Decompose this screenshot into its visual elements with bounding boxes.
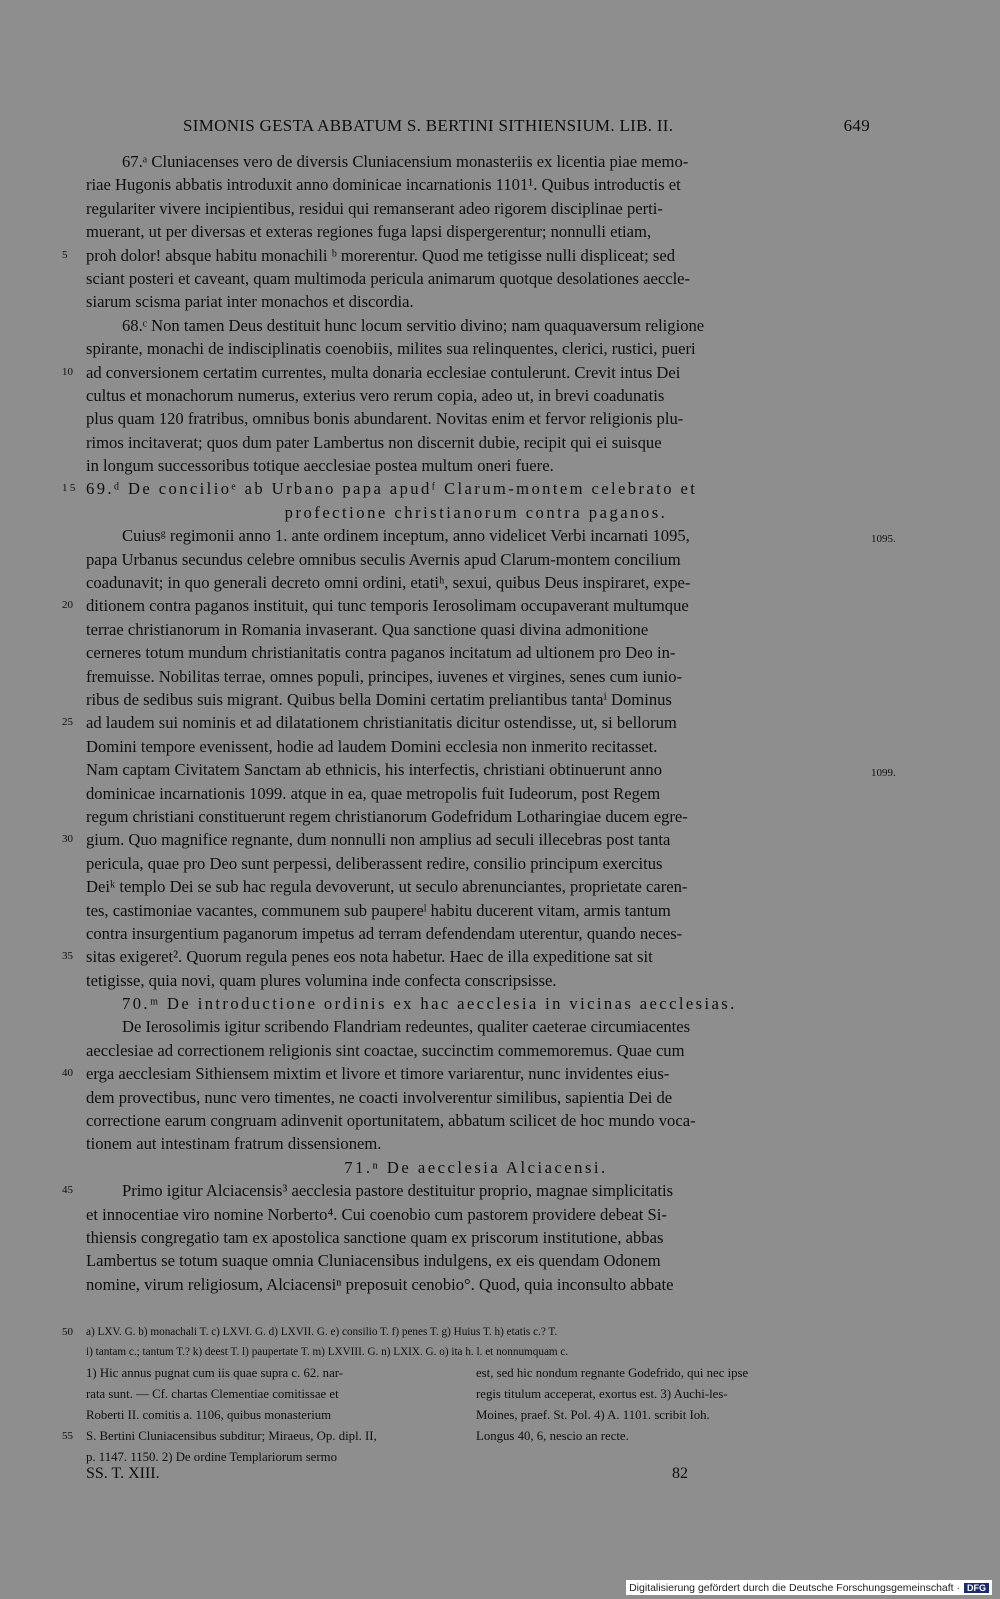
text-line-text: et innocentiae viro nomine Norberto⁴. Cui coenobio cum pastorem providere debeat Si- xyxy=(86,1204,667,1224)
text-line-text: rimos incitaverat; quos dum pater Lambertus non discernit dubie, recipit qui ei suisque xyxy=(86,432,662,452)
footnote-line xyxy=(476,1363,850,1384)
footnote-line-text: est, sed hic nondum regnante Godefrido, qui nec ipse xyxy=(476,1366,749,1380)
footnote-line-text: S. Bertini Cluniacensibus subditur; Miraeus, Op. dipl. II, xyxy=(86,1429,377,1443)
text-line xyxy=(62,477,866,500)
text-line-text: sciant posteri et caveant, quam multimoda pericula animarum quotque desolationes aeccle- xyxy=(86,268,691,288)
text-line-text: proh dolor! absque habitu monachili ᵇ morerentur. Quod me tetigisse nulli displiceat; sed xyxy=(86,245,676,265)
text-line xyxy=(62,1062,866,1085)
text-line-text: regulariter vivere incipientibus, residui qui remanserant adeo rigorem disciplinae perti- xyxy=(86,198,663,218)
text-line-text: muerant, ut per diversas et exteras regiones fuga lapsi dispergerentur; nonnulli etiam, xyxy=(86,222,652,242)
text-line-text: coadunavit; in quo generali decreto omni ordini, etatiʰ, sexui, quibus Deus inspiraret, expe- xyxy=(86,573,691,593)
footnote-line-text: Roberti II. comitis a. 1106, quibus monasterium xyxy=(86,1408,332,1422)
text-line xyxy=(86,688,866,711)
text-line-text: Lambertus se totum suaque omnia Cluniacensibus indulgens, ex eis quendam Odonem xyxy=(86,1251,661,1271)
text-line xyxy=(86,735,866,758)
text-line-text: aecclesiae ad correctionem religionis sint coactae, succinctim commemoremus. Quae cum xyxy=(86,1040,685,1060)
text-line xyxy=(86,337,866,360)
text-line-text: dem provectibus, nunc vero timentes, ne coacti involverentur similibus, sapientia Dei de xyxy=(86,1087,673,1107)
line-number: 30 xyxy=(62,833,73,846)
text-line xyxy=(86,267,866,290)
text-line xyxy=(86,1249,866,1272)
text-line-text: tetigisse, quia novi, quam plures volumina inde confecta conscripsisse. xyxy=(86,970,557,990)
line-number: 45 xyxy=(62,1184,73,1197)
text-line-text: dominicae incarnationis 1099. atque in ea, quae metropolis fuit Iudeorum, post Regem xyxy=(86,783,661,803)
text-line-text: gium. Quo magnifice regnante, dum nonnulli non amplius ad seculi illecebras post tanta xyxy=(86,830,671,850)
text-line-text: nomine, virum religiosum, Alciacensiⁿ preposuit cenobio°. Quod, quia inconsulto abbate xyxy=(86,1274,674,1294)
apparatus-line xyxy=(62,1322,866,1342)
footnote-line-text: Longus 40, 6, nescio an recte. xyxy=(476,1429,629,1443)
text-line xyxy=(86,782,866,805)
text-line-text: cultus et monachorum numerus, exterius vero rerum copia, adeo ut, in brevi coadunatis xyxy=(86,385,665,405)
text-line xyxy=(86,548,866,571)
line-number: 55 xyxy=(62,1430,73,1442)
text-line xyxy=(86,852,866,875)
text-line-text: fremuisse. Nobilitas terrae, omnes populi, principes, iuvenes et virgines, senes cum iunio- xyxy=(86,666,683,686)
text-line xyxy=(86,1109,866,1132)
text-line xyxy=(62,828,866,851)
text-line-text: profectione christianorum contra paganos. xyxy=(284,502,668,522)
line-number: 20 xyxy=(62,599,73,612)
text-line-text: ad conversionem certatim currentes, multa donaria ecclesiae contulerunt. Crevit intus Dei xyxy=(86,362,681,382)
text-line-text: plus quam 120 fratribus, omnibus bonis abundarent. Novitas enim et fervor religionis plu- xyxy=(86,409,684,429)
text-line xyxy=(86,290,866,313)
line-number: 15 xyxy=(62,482,78,495)
text-line-text: ribus de sedibus suis migrant. Quibus bella Domini certatim preliantibus tantaⁱ Dominus xyxy=(86,689,672,709)
text-line xyxy=(86,150,866,173)
text-line xyxy=(86,618,866,641)
text-line xyxy=(86,431,866,454)
footnote-line xyxy=(86,1405,460,1426)
text-line xyxy=(86,1039,866,1062)
text-line-text: 70.ᵐ De introductione ordinis ex hac aecclesia in vicinas aecclesias. xyxy=(122,994,737,1014)
line-number: 10 xyxy=(62,365,73,378)
digitization-banner xyxy=(626,1580,992,1595)
text-line xyxy=(86,384,866,407)
page-number: 649 xyxy=(843,116,870,135)
text-line xyxy=(86,969,866,992)
text-line-text: Nam captam Civitatem Sanctam ab ethnicis, his interfectis, christiani obtinuerunt anno xyxy=(86,760,663,780)
text-line xyxy=(86,1132,866,1155)
text-line-text: 71.ⁿ De aecclesia Alciacensi. xyxy=(344,1157,608,1177)
text-line xyxy=(62,1179,866,1202)
text-line-text: pericula, quae pro Deo sunt perpessi, deliberassent redire, consilio principum exercitus xyxy=(86,853,663,873)
text-line xyxy=(86,1086,866,1109)
margin-year: 1099. xyxy=(871,767,896,780)
margin-year: 1095. xyxy=(871,533,896,546)
text-line xyxy=(86,197,866,220)
text-line-text: terrae christianorum in Romania invaserant. Qua sanctione quasi divina admonitione xyxy=(86,619,649,639)
footnote-line xyxy=(476,1384,850,1405)
footnote-line-text: p. 1147. 1150. 2) De ordine Templariorum sermo xyxy=(86,1450,337,1464)
text-line-text: papa Urbanus secundus celebre omnibus seculis Avernis apud Clarum-montem concilium xyxy=(86,549,681,569)
line-number: 40 xyxy=(62,1067,73,1080)
digitization-notice: Digitalisierung gefördert durch die Deutsche Forschungsgemeinschaft · xyxy=(629,1581,960,1594)
text-line xyxy=(86,524,896,547)
text-line xyxy=(86,899,866,922)
footnote-line-text: Moines, praef. St. Pol. 4) A. 1101. scribit Ioh. xyxy=(476,1408,710,1422)
text-line xyxy=(62,594,866,617)
footnote-line xyxy=(476,1426,850,1447)
text-line xyxy=(86,1273,866,1296)
text-line-text: tionem aut intestinam fratrum dissensionem. xyxy=(86,1134,382,1154)
text-line-text: 67.ᵃ Cluniacenses vero de diversis Cluniacensium monasteriis ex licentia piae memo- xyxy=(122,152,689,171)
text-line xyxy=(86,641,866,664)
apparatus-line xyxy=(86,1342,866,1362)
line-number: 25 xyxy=(62,716,73,729)
text-line xyxy=(86,1156,866,1179)
text-line xyxy=(62,244,866,267)
text-line xyxy=(86,314,866,337)
footnote-line-text: regis titulum acceperat, exortus est. 3) Auchi-les- xyxy=(476,1387,728,1401)
text-line-text: Cuiusᵍ regimonii anno 1. ante ordinem inceptum, anno videlicet Verbi incarnati 1095, xyxy=(122,526,690,546)
footnote-line-text: rata sunt. — Cf. chartas Clementiae comitissae et xyxy=(86,1387,339,1401)
text-line-text: riae Hugonis abbatis introduxit anno dominicae incarnationis 1101¹. Quibus introductis et xyxy=(86,175,681,195)
text-line-text: correctione earum congruam adinvenit oportunitatem, abbatum scilicet de hoc mundo voca- xyxy=(86,1111,696,1131)
apparatus-line-text: a) LXV. G. b) monachali T. c) LXVI. G. d) LXVII. G. e) consilio T. f) penes T. g) Huius T. h) etatis c.? T. xyxy=(86,1326,558,1338)
text-line xyxy=(86,665,866,688)
main-text xyxy=(62,150,896,1296)
text-line-text: sitas exigeret². Quorum regula penes eos nota habetur. Haec de illa expeditione sat sit xyxy=(86,947,653,967)
text-line xyxy=(86,1015,866,1038)
text-line-text: Primo igitur Alciacensis³ aecclesia pastore destituitur proprio, magnae simplicitatis xyxy=(122,1181,674,1201)
text-line xyxy=(86,992,866,1015)
text-line xyxy=(62,945,866,968)
text-line xyxy=(86,1203,866,1226)
text-line xyxy=(86,1226,866,1249)
footnote-line xyxy=(86,1384,460,1405)
text-line xyxy=(86,173,866,196)
text-line-text: spirante, monachi de indisciplinatis coenobiis, milites sua relinquentes, clerici, rustici, pueri xyxy=(86,339,696,359)
text-line xyxy=(86,454,866,477)
text-line xyxy=(62,711,866,734)
text-line-text: in longum successoribus totique aecclesiae postea multum oneri fuere. xyxy=(86,456,554,476)
critical-apparatus xyxy=(62,1322,866,1362)
text-line-text: Deiᵏ templo Dei se sub hac regula devoverunt, ut seculo abrenunciantes, proprietate caren- xyxy=(86,877,688,897)
line-number: 35 xyxy=(62,950,73,963)
footnote-line xyxy=(62,1426,460,1447)
text-line-text: ad laudem sui nominis et ad dilatationem christianitatis dicitur ostendisse, ut, si bellorum xyxy=(86,713,677,733)
text-line xyxy=(86,922,866,945)
text-line xyxy=(86,805,866,828)
text-line-text: ditionem contra paganos instituit, qui tunc temporis Ierosolimam occupaverant multumque xyxy=(86,596,689,616)
line-number: 50 xyxy=(62,1326,73,1338)
footnote-line xyxy=(476,1405,850,1426)
footnote-line xyxy=(86,1363,460,1384)
line-number: 5 xyxy=(62,248,68,261)
apparatus-line-text: i) tantam c.; tantum T.? k) deest T. l) paupertate T. m) LXVIII. G. n) LXIX. G. o) ita h. l. et nonnumquam c. xyxy=(86,1346,569,1358)
footnotes-right-column xyxy=(476,1363,850,1447)
text-line xyxy=(86,875,866,898)
footnote-line-text: 1) Hic annus pugnat cum iis quae supra c. 62. nar- xyxy=(86,1366,344,1380)
text-line xyxy=(86,571,866,594)
text-line xyxy=(86,758,896,781)
text-line-text: siarum scisma pariat inter monachos et discordia. xyxy=(86,292,414,312)
text-line-text: tes, castimoniae vacantes, communem sub paupereˡ habitu ducerent vitam, armis tantum xyxy=(86,900,671,920)
text-line xyxy=(86,220,866,243)
text-line-text: regum christiani constituerunt regem christianorum Godefridum Lotharingiae ducem egre- xyxy=(86,806,688,826)
dfg-logo: DFG xyxy=(964,1583,989,1593)
signature-mark: SS. T. XIII. xyxy=(86,1465,160,1482)
text-line xyxy=(86,407,866,430)
text-line-text: contra insurgentium paganorum impetus ad terram defendendam uterentur, quando neces- xyxy=(86,923,683,943)
text-line xyxy=(62,361,866,384)
text-line xyxy=(86,501,866,524)
text-line-text: erga aecclesiam Sithiensem mixtim et livore et timore variarentur, nunc invidentes eius- xyxy=(86,1064,670,1084)
text-line-text: 69.ᵈ De concilioᵉ ab Urbano papa apudᶠ Clarum-montem celebrato et xyxy=(86,479,698,499)
text-line-text: thiensis congregatio tam ex apostolica sanctione quam ex priscorum institutione, abbas xyxy=(86,1227,664,1247)
text-line-text: cerneres totum mundum christianitatis contra paganos incitatum ad ultionem pro Deo in- xyxy=(86,643,676,663)
footnotes-left-column xyxy=(62,1363,460,1468)
text-line-text: 68.ᶜ Non tamen Deus destituit hunc locum servitio divino; nam quaquaversum religione xyxy=(122,315,705,335)
text-line-text: Domini tempore evenissent, hodie ad laudem Domini ecclesia non inmerito recitasset. xyxy=(86,736,658,756)
text-line-text: De Ierosolimis igitur scribendo Flandriam redeuntes, qualiter caeterae circumiacentes xyxy=(122,1017,691,1037)
signature-number: 82 xyxy=(672,1465,688,1482)
header-title: SIMONIS GESTA ABBATUM S. BERTINI SITHIENSIUM. LIB. II. xyxy=(183,116,674,135)
